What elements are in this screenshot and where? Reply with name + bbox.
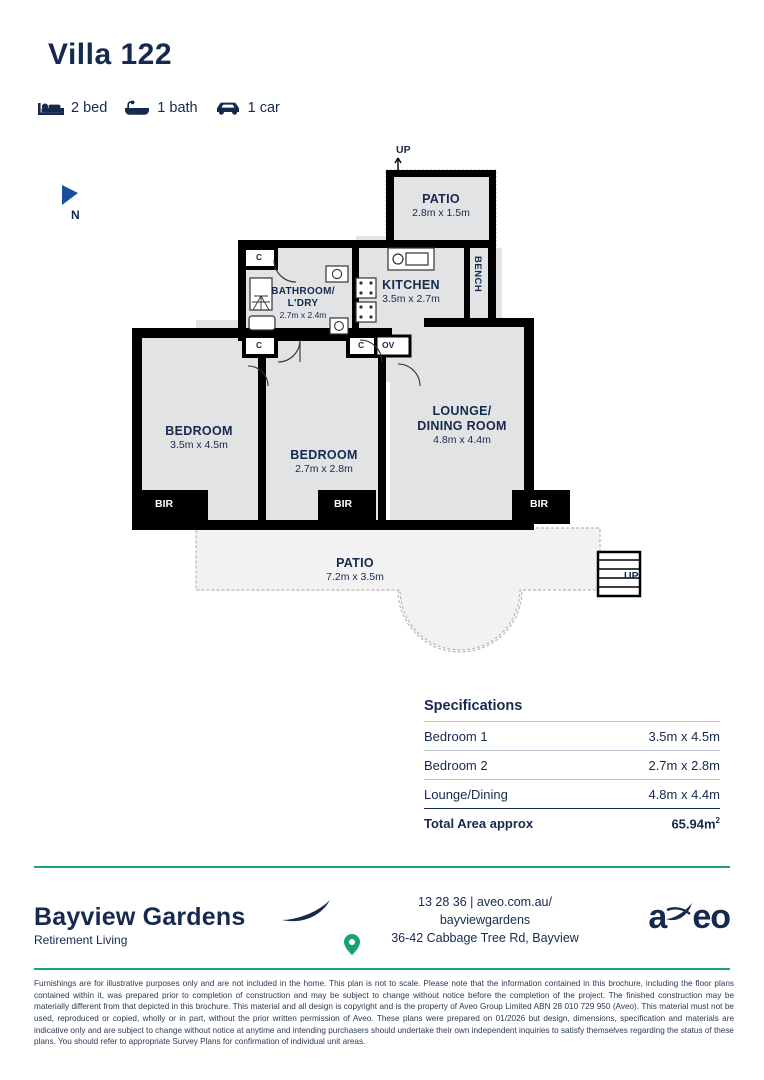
aveo-logo — [648, 898, 730, 937]
closet-label-1: C — [256, 252, 263, 262]
amenity-car — [215, 100, 280, 116]
brand-tagline: Retirement Living — [34, 933, 128, 947]
spec-value: 2.7m x 2.8m — [648, 758, 720, 773]
spec-total-value — [671, 816, 720, 831]
bir-label-3: BIR — [530, 498, 549, 510]
room-bedroom-1: BEDROOM 3.5m x 4.5m — [165, 424, 233, 451]
brand-block — [34, 903, 245, 947]
closet-label-3: C — [358, 340, 365, 350]
spec-label: Lounge/Dining — [424, 787, 508, 802]
contact-web-handle[interactable]: bayviewgardens — [439, 913, 531, 928]
compass-label: N — [71, 208, 80, 222]
brand-name: Bayview Gardens — [34, 903, 246, 931]
contact-block — [360, 893, 610, 947]
up-label-right: UP — [624, 570, 639, 582]
bath-icon — [124, 100, 150, 116]
disclaimer-text: Furnishings are for illustrative purposes only and are not included in the home. This plan is not to scale. Please note that the information contained in this brochure, including the floor plans contained within it, was prepared prior to completion of construction and may be subject to change without notice before the completion of the project. The finished construction may be materially different from that depicted in this brochure. This material and all design is copyright and is the property of Aveo Group Limited ABN 28 010 729 950 (Aveo). This material must not be used, reproduced or copied, wholly or in part, without the prior written permission of Aveo. These plans were prepared on 01/2026 but design, dimensions, specification and materials are indicative only and are subject to change without notice at anytime and intending purchasers should undertake their own independent inquiries to satisfy themselves regarding the status of these plans. You should refer to appropriate Survey Plans for confirmation of individual unit areas. — [34, 979, 734, 1047]
aveo-logo-eo: eo — [692, 898, 730, 936]
footer-divider-bottom — [34, 968, 730, 970]
spec-label: Bedroom 2 — [424, 758, 488, 773]
spec-value: 4.8m x 4.4m — [648, 787, 720, 802]
contact-phone-web[interactable]: 13 28 36 | aveo.com.au/ — [418, 895, 552, 909]
closet-label-2: C — [256, 340, 263, 350]
room-kitchen: KITCHEN 3.5m x 2.7m — [382, 278, 440, 305]
aveo-logo-a: a — [648, 898, 667, 936]
amenity-bath-label: 1 bath — [157, 100, 198, 116]
amenities-bar — [38, 100, 289, 116]
spec-value: 3.5m x 4.5m — [648, 729, 720, 744]
location-pin-icon — [344, 934, 360, 960]
page-title: Villa 122 — [48, 38, 173, 71]
amenity-car-label: 1 car — [247, 100, 280, 116]
amenity-bath — [124, 100, 197, 116]
floorplan-svg — [0, 140, 764, 660]
aveo-swoosh-icon — [664, 898, 694, 937]
oven-label: OV — [382, 340, 395, 350]
floorplan — [0, 140, 764, 660]
spec-total-label: Total Area approx — [424, 816, 534, 832]
spec-total-number: 65.94m — [671, 816, 716, 832]
spec-row-bedroom-1 — [424, 721, 720, 750]
spec-label: Bedroom 1 — [424, 729, 488, 744]
specifications-heading: Specifications — [424, 698, 523, 714]
contact-address: 36-42 Cabbage Tree Rd, Bayview — [391, 931, 579, 946]
spec-row-lounge-dining — [424, 779, 720, 808]
spec-total-unit: 2 — [715, 816, 720, 825]
bir-label-2: BIR — [334, 498, 353, 510]
bir-label-1: BIR — [155, 498, 174, 510]
room-bedroom-2: BEDROOM 2.7m x 2.8m — [290, 448, 358, 475]
room-lounge-dining: LOUNGE/ DINING ROOM 4.8m x 4.4m — [417, 404, 507, 446]
bed-icon — [38, 100, 64, 116]
specifications-panel — [424, 698, 720, 837]
room-patio-top: PATIO 2.8m x 1.5m — [412, 192, 470, 219]
room-bathroom-laundry: BATHROOM/ L'DRY 2.7m x 2.4m — [271, 286, 335, 320]
leaf-icon — [280, 898, 334, 929]
room-patio-bottom: PATIO 7.2m x 3.5m — [326, 556, 384, 583]
amenity-bed-label: 2 bed — [71, 100, 108, 116]
up-label-top: UP — [396, 144, 411, 156]
car-icon — [215, 100, 241, 116]
footer-divider-top — [34, 866, 730, 868]
spec-row-bedroom-2 — [424, 750, 720, 779]
spec-row-total-area — [424, 808, 720, 837]
amenity-bed — [38, 100, 107, 116]
bench-label: BENCH — [472, 256, 483, 293]
